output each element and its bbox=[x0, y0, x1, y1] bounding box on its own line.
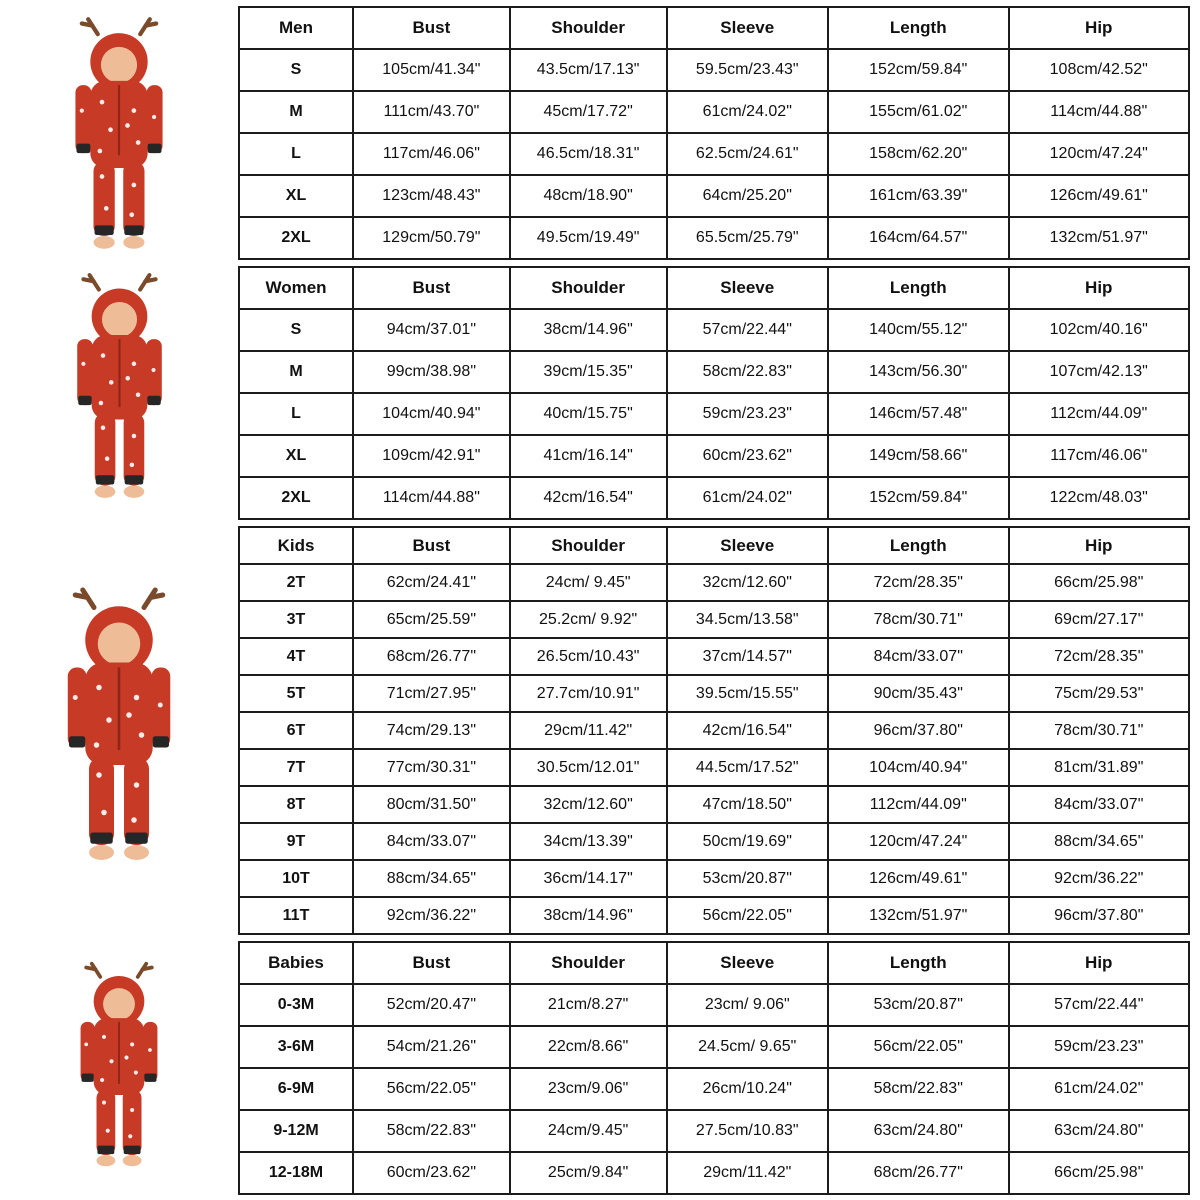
measurement-cell: 99cm/38.98" bbox=[353, 351, 510, 393]
measurement-cell: 66cm/25.98" bbox=[1009, 564, 1190, 601]
size-label: 6T bbox=[239, 712, 353, 749]
measurement-cell: 40cm/15.75" bbox=[510, 393, 667, 435]
measurement-cell: 117cm/46.06" bbox=[353, 133, 510, 175]
measurement-cell: 42cm/16.54" bbox=[510, 477, 667, 519]
size-label: 8T bbox=[239, 786, 353, 823]
measurement-cell: 58cm/22.83" bbox=[828, 1068, 1009, 1110]
measurement-cell: 38cm/14.96" bbox=[510, 897, 667, 934]
size-row bbox=[239, 564, 1189, 601]
photo-man-onesie bbox=[0, 6, 238, 262]
photo-baby-onesie bbox=[0, 940, 238, 1190]
measurement-cell: 120cm/47.24" bbox=[828, 823, 1009, 860]
size-row bbox=[239, 823, 1189, 860]
measurement-cell: 46.5cm/18.31" bbox=[510, 133, 667, 175]
measurement-cell: 63cm/24.80" bbox=[828, 1110, 1009, 1152]
measurement-cell: 75cm/29.53" bbox=[1009, 675, 1190, 712]
measurement-cell: 78cm/30.71" bbox=[1009, 712, 1190, 749]
size-label: 7T bbox=[239, 749, 353, 786]
measurement-cell: 72cm/28.35" bbox=[1009, 638, 1190, 675]
size-label: XL bbox=[239, 175, 353, 217]
size-row bbox=[239, 860, 1189, 897]
measurement-cell: 149cm/58.66" bbox=[828, 435, 1009, 477]
measurement-cell: 45cm/17.72" bbox=[510, 91, 667, 133]
size-label: 3T bbox=[239, 601, 353, 638]
column-header: Length bbox=[828, 527, 1009, 564]
measurement-cell: 104cm/40.94" bbox=[828, 749, 1009, 786]
measurement-cell: 41cm/16.14" bbox=[510, 435, 667, 477]
measurement-cell: 114cm/44.88" bbox=[353, 477, 510, 519]
measurement-cell: 29cm/11.42" bbox=[667, 1152, 829, 1194]
measurement-cell: 59.5cm/23.43" bbox=[667, 49, 829, 91]
measurement-cell: 65.5cm/25.79" bbox=[667, 217, 829, 259]
size-label: 11T bbox=[239, 897, 353, 934]
size-label: 6-9M bbox=[239, 1068, 353, 1110]
measurement-cell: 107cm/42.13" bbox=[1009, 351, 1190, 393]
size-row bbox=[239, 435, 1189, 477]
measurement-cell: 104cm/40.94" bbox=[353, 393, 510, 435]
measurement-cell: 143cm/56.30" bbox=[828, 351, 1009, 393]
column-header: Bust bbox=[353, 7, 510, 49]
group-header: Men bbox=[239, 7, 353, 49]
measurement-cell: 59cm/23.23" bbox=[667, 393, 829, 435]
column-header: Hip bbox=[1009, 527, 1190, 564]
measurement-cell: 88cm/34.65" bbox=[1009, 823, 1190, 860]
measurement-cell: 132cm/51.97" bbox=[828, 897, 1009, 934]
measurement-cell: 60cm/23.62" bbox=[353, 1152, 510, 1194]
measurement-cell: 152cm/59.84" bbox=[828, 477, 1009, 519]
woman-onesie-illustration bbox=[37, 271, 202, 502]
measurement-cell: 96cm/37.80" bbox=[1009, 897, 1190, 934]
measurement-cell: 68cm/26.77" bbox=[828, 1152, 1009, 1194]
measurement-cell: 112cm/44.09" bbox=[828, 786, 1009, 823]
measurement-cell: 52cm/20.47" bbox=[353, 984, 510, 1026]
size-row bbox=[239, 1068, 1189, 1110]
measurement-cell: 30.5cm/12.01" bbox=[510, 749, 667, 786]
measurement-cell: 78cm/30.71" bbox=[828, 601, 1009, 638]
measurement-cell: 32cm/12.60" bbox=[510, 786, 667, 823]
measurement-cell: 152cm/59.84" bbox=[828, 49, 1009, 91]
measurement-cell: 84cm/33.07" bbox=[1009, 786, 1190, 823]
measurement-cell: 25.2cm/ 9.92" bbox=[510, 601, 667, 638]
measurement-cell: 21cm/8.27" bbox=[510, 984, 667, 1026]
size-row bbox=[239, 49, 1189, 91]
measurement-cell: 140cm/55.12" bbox=[828, 309, 1009, 351]
measurement-cell: 32cm/12.60" bbox=[667, 564, 829, 601]
babies-header-row bbox=[239, 942, 1189, 984]
measurement-cell: 58cm/22.83" bbox=[667, 351, 829, 393]
size-label: 9T bbox=[239, 823, 353, 860]
size-row bbox=[239, 91, 1189, 133]
measurement-cell: 155cm/61.02" bbox=[828, 91, 1009, 133]
measurement-cell: 29cm/11.42" bbox=[510, 712, 667, 749]
measurement-cell: 161cm/63.39" bbox=[828, 175, 1009, 217]
size-label: L bbox=[239, 133, 353, 175]
measurement-cell: 164cm/64.57" bbox=[828, 217, 1009, 259]
column-header: Length bbox=[828, 7, 1009, 49]
column-header: Bust bbox=[353, 267, 510, 309]
size-row bbox=[239, 393, 1189, 435]
size-row bbox=[239, 477, 1189, 519]
measurement-cell: 57cm/22.44" bbox=[1009, 984, 1190, 1026]
measurement-cell: 49.5cm/19.49" bbox=[510, 217, 667, 259]
measurement-cell: 24cm/9.45" bbox=[510, 1110, 667, 1152]
men-header-row bbox=[239, 7, 1189, 49]
measurement-cell: 27.5cm/10.83" bbox=[667, 1110, 829, 1152]
measurement-cell: 42cm/16.54" bbox=[667, 712, 829, 749]
measurement-cell: 57cm/22.44" bbox=[667, 309, 829, 351]
size-row bbox=[239, 351, 1189, 393]
column-header: Hip bbox=[1009, 7, 1190, 49]
size-label: 10T bbox=[239, 860, 353, 897]
size-row bbox=[239, 1152, 1189, 1194]
size-label: S bbox=[239, 49, 353, 91]
size-row bbox=[239, 638, 1189, 675]
size-label: S bbox=[239, 309, 353, 351]
measurement-cell: 109cm/42.91" bbox=[353, 435, 510, 477]
measurement-cell: 61cm/24.02" bbox=[667, 91, 829, 133]
size-label: 2XL bbox=[239, 217, 353, 259]
size-row bbox=[239, 1026, 1189, 1068]
measurement-cell: 68cm/26.77" bbox=[353, 638, 510, 675]
kids-size-table bbox=[238, 526, 1190, 935]
size-label: XL bbox=[239, 435, 353, 477]
size-tables-column bbox=[238, 6, 1190, 1194]
women-header-row bbox=[239, 267, 1189, 309]
measurement-cell: 77cm/30.31" bbox=[353, 749, 510, 786]
measurement-cell: 36cm/14.17" bbox=[510, 860, 667, 897]
measurement-cell: 59cm/23.23" bbox=[1009, 1026, 1190, 1068]
measurement-cell: 80cm/31.50" bbox=[353, 786, 510, 823]
group-header: Kids bbox=[239, 527, 353, 564]
measurement-cell: 38cm/14.96" bbox=[510, 309, 667, 351]
size-label: 3-6M bbox=[239, 1026, 353, 1068]
size-row bbox=[239, 984, 1189, 1026]
column-header: Sleeve bbox=[667, 527, 829, 564]
column-header: Shoulder bbox=[510, 267, 667, 309]
column-header: Shoulder bbox=[510, 527, 667, 564]
measurement-cell: 105cm/41.34" bbox=[353, 49, 510, 91]
measurement-cell: 27.7cm/10.91" bbox=[510, 675, 667, 712]
column-header: Hip bbox=[1009, 942, 1190, 984]
measurement-cell: 61cm/24.02" bbox=[667, 477, 829, 519]
measurement-cell: 53cm/20.87" bbox=[828, 984, 1009, 1026]
measurement-cell: 112cm/44.09" bbox=[1009, 393, 1190, 435]
column-header: Hip bbox=[1009, 267, 1190, 309]
measurement-cell: 58cm/22.83" bbox=[353, 1110, 510, 1152]
measurement-cell: 108cm/42.52" bbox=[1009, 49, 1190, 91]
column-header: Bust bbox=[353, 942, 510, 984]
kids-header-row bbox=[239, 527, 1189, 564]
measurement-cell: 39.5cm/15.55" bbox=[667, 675, 829, 712]
size-row bbox=[239, 675, 1189, 712]
size-label: 9-12M bbox=[239, 1110, 353, 1152]
measurement-cell: 88cm/34.65" bbox=[353, 860, 510, 897]
measurement-cell: 50cm/19.69" bbox=[667, 823, 829, 860]
size-label: L bbox=[239, 393, 353, 435]
measurement-cell: 60cm/23.62" bbox=[667, 435, 829, 477]
measurement-cell: 24.5cm/ 9.65" bbox=[667, 1026, 829, 1068]
size-label: 2XL bbox=[239, 477, 353, 519]
column-header: Length bbox=[828, 942, 1009, 984]
measurement-cell: 129cm/50.79" bbox=[353, 217, 510, 259]
measurement-cell: 69cm/27.17" bbox=[1009, 601, 1190, 638]
measurement-cell: 74cm/29.13" bbox=[353, 712, 510, 749]
man-onesie-illustration bbox=[34, 15, 204, 253]
measurement-cell: 90cm/35.43" bbox=[828, 675, 1009, 712]
size-row bbox=[239, 217, 1189, 259]
group-header: Babies bbox=[239, 942, 353, 984]
measurement-cell: 37cm/14.57" bbox=[667, 638, 829, 675]
measurement-cell: 66cm/25.98" bbox=[1009, 1152, 1190, 1194]
size-row bbox=[239, 133, 1189, 175]
baby-onesie-illustration bbox=[44, 960, 194, 1170]
size-row bbox=[239, 786, 1189, 823]
measurement-cell: 123cm/48.43" bbox=[353, 175, 510, 217]
measurement-cell: 92cm/36.22" bbox=[353, 897, 510, 934]
size-label: M bbox=[239, 351, 353, 393]
measurement-cell: 81cm/31.89" bbox=[1009, 749, 1190, 786]
measurement-cell: 25cm/9.84" bbox=[510, 1152, 667, 1194]
measurement-cell: 117cm/46.06" bbox=[1009, 435, 1190, 477]
measurement-cell: 26.5cm/10.43" bbox=[510, 638, 667, 675]
men-size-table bbox=[238, 6, 1190, 260]
measurement-cell: 54cm/21.26" bbox=[353, 1026, 510, 1068]
size-row bbox=[239, 1110, 1189, 1152]
group-header: Women bbox=[239, 267, 353, 309]
babies-size-table bbox=[238, 941, 1190, 1195]
size-row bbox=[239, 175, 1189, 217]
women-size-table bbox=[238, 266, 1190, 520]
measurement-cell: 39cm/15.35" bbox=[510, 351, 667, 393]
column-header: Sleeve bbox=[667, 942, 829, 984]
measurement-cell: 96cm/37.80" bbox=[828, 712, 1009, 749]
measurement-cell: 26cm/10.24" bbox=[667, 1068, 829, 1110]
size-label: 4T bbox=[239, 638, 353, 675]
measurement-cell: 56cm/22.05" bbox=[353, 1068, 510, 1110]
measurement-cell: 44.5cm/17.52" bbox=[667, 749, 829, 786]
measurement-cell: 102cm/40.16" bbox=[1009, 309, 1190, 351]
measurement-cell: 146cm/57.48" bbox=[828, 393, 1009, 435]
measurement-cell: 34cm/13.39" bbox=[510, 823, 667, 860]
size-label: 2T bbox=[239, 564, 353, 601]
measurement-cell: 62cm/24.41" bbox=[353, 564, 510, 601]
measurement-cell: 23cm/ 9.06" bbox=[667, 984, 829, 1026]
measurement-cell: 24cm/ 9.45" bbox=[510, 564, 667, 601]
measurement-cell: 48cm/18.90" bbox=[510, 175, 667, 217]
measurement-cell: 53cm/20.87" bbox=[667, 860, 829, 897]
measurement-cell: 62.5cm/24.61" bbox=[667, 133, 829, 175]
measurement-cell: 23cm/9.06" bbox=[510, 1068, 667, 1110]
measurement-cell: 43.5cm/17.13" bbox=[510, 49, 667, 91]
measurement-cell: 47cm/18.50" bbox=[667, 786, 829, 823]
measurement-cell: 132cm/51.97" bbox=[1009, 217, 1190, 259]
measurement-cell: 126cm/49.61" bbox=[828, 860, 1009, 897]
measurement-cell: 158cm/62.20" bbox=[828, 133, 1009, 175]
girl-onesie-illustration bbox=[19, 585, 219, 865]
measurement-cell: 71cm/27.95" bbox=[353, 675, 510, 712]
column-header: Sleeve bbox=[667, 7, 829, 49]
measurement-cell: 94cm/37.01" bbox=[353, 309, 510, 351]
measurement-cell: 61cm/24.02" bbox=[1009, 1068, 1190, 1110]
column-header: Shoulder bbox=[510, 942, 667, 984]
photo-girl-onesie bbox=[0, 510, 238, 940]
measurement-cell: 126cm/49.61" bbox=[1009, 175, 1190, 217]
measurement-cell: 84cm/33.07" bbox=[353, 823, 510, 860]
size-row bbox=[239, 712, 1189, 749]
measurement-cell: 34.5cm/13.58" bbox=[667, 601, 829, 638]
measurement-cell: 72cm/28.35" bbox=[828, 564, 1009, 601]
measurement-cell: 120cm/47.24" bbox=[1009, 133, 1190, 175]
size-row bbox=[239, 897, 1189, 934]
measurement-cell: 22cm/8.66" bbox=[510, 1026, 667, 1068]
size-row bbox=[239, 309, 1189, 351]
size-label: 12-18M bbox=[239, 1152, 353, 1194]
size-label: 5T bbox=[239, 675, 353, 712]
measurement-cell: 122cm/48.03" bbox=[1009, 477, 1190, 519]
column-header: Shoulder bbox=[510, 7, 667, 49]
measurement-cell: 111cm/43.70" bbox=[353, 91, 510, 133]
measurement-cell: 92cm/36.22" bbox=[1009, 860, 1190, 897]
photo-woman-onesie bbox=[0, 262, 238, 510]
measurement-cell: 63cm/24.80" bbox=[1009, 1110, 1190, 1152]
column-header: Length bbox=[828, 267, 1009, 309]
size-row bbox=[239, 749, 1189, 786]
measurement-cell: 64cm/25.20" bbox=[667, 175, 829, 217]
measurement-cell: 56cm/22.05" bbox=[667, 897, 829, 934]
size-row bbox=[239, 601, 1189, 638]
size-label: 0-3M bbox=[239, 984, 353, 1026]
measurement-cell: 56cm/22.05" bbox=[828, 1026, 1009, 1068]
measurement-cell: 84cm/33.07" bbox=[828, 638, 1009, 675]
size-label: M bbox=[239, 91, 353, 133]
measurement-cell: 114cm/44.88" bbox=[1009, 91, 1190, 133]
column-header: Sleeve bbox=[667, 267, 829, 309]
product-photo-column bbox=[0, 6, 238, 1194]
column-header: Bust bbox=[353, 527, 510, 564]
measurement-cell: 65cm/25.59" bbox=[353, 601, 510, 638]
